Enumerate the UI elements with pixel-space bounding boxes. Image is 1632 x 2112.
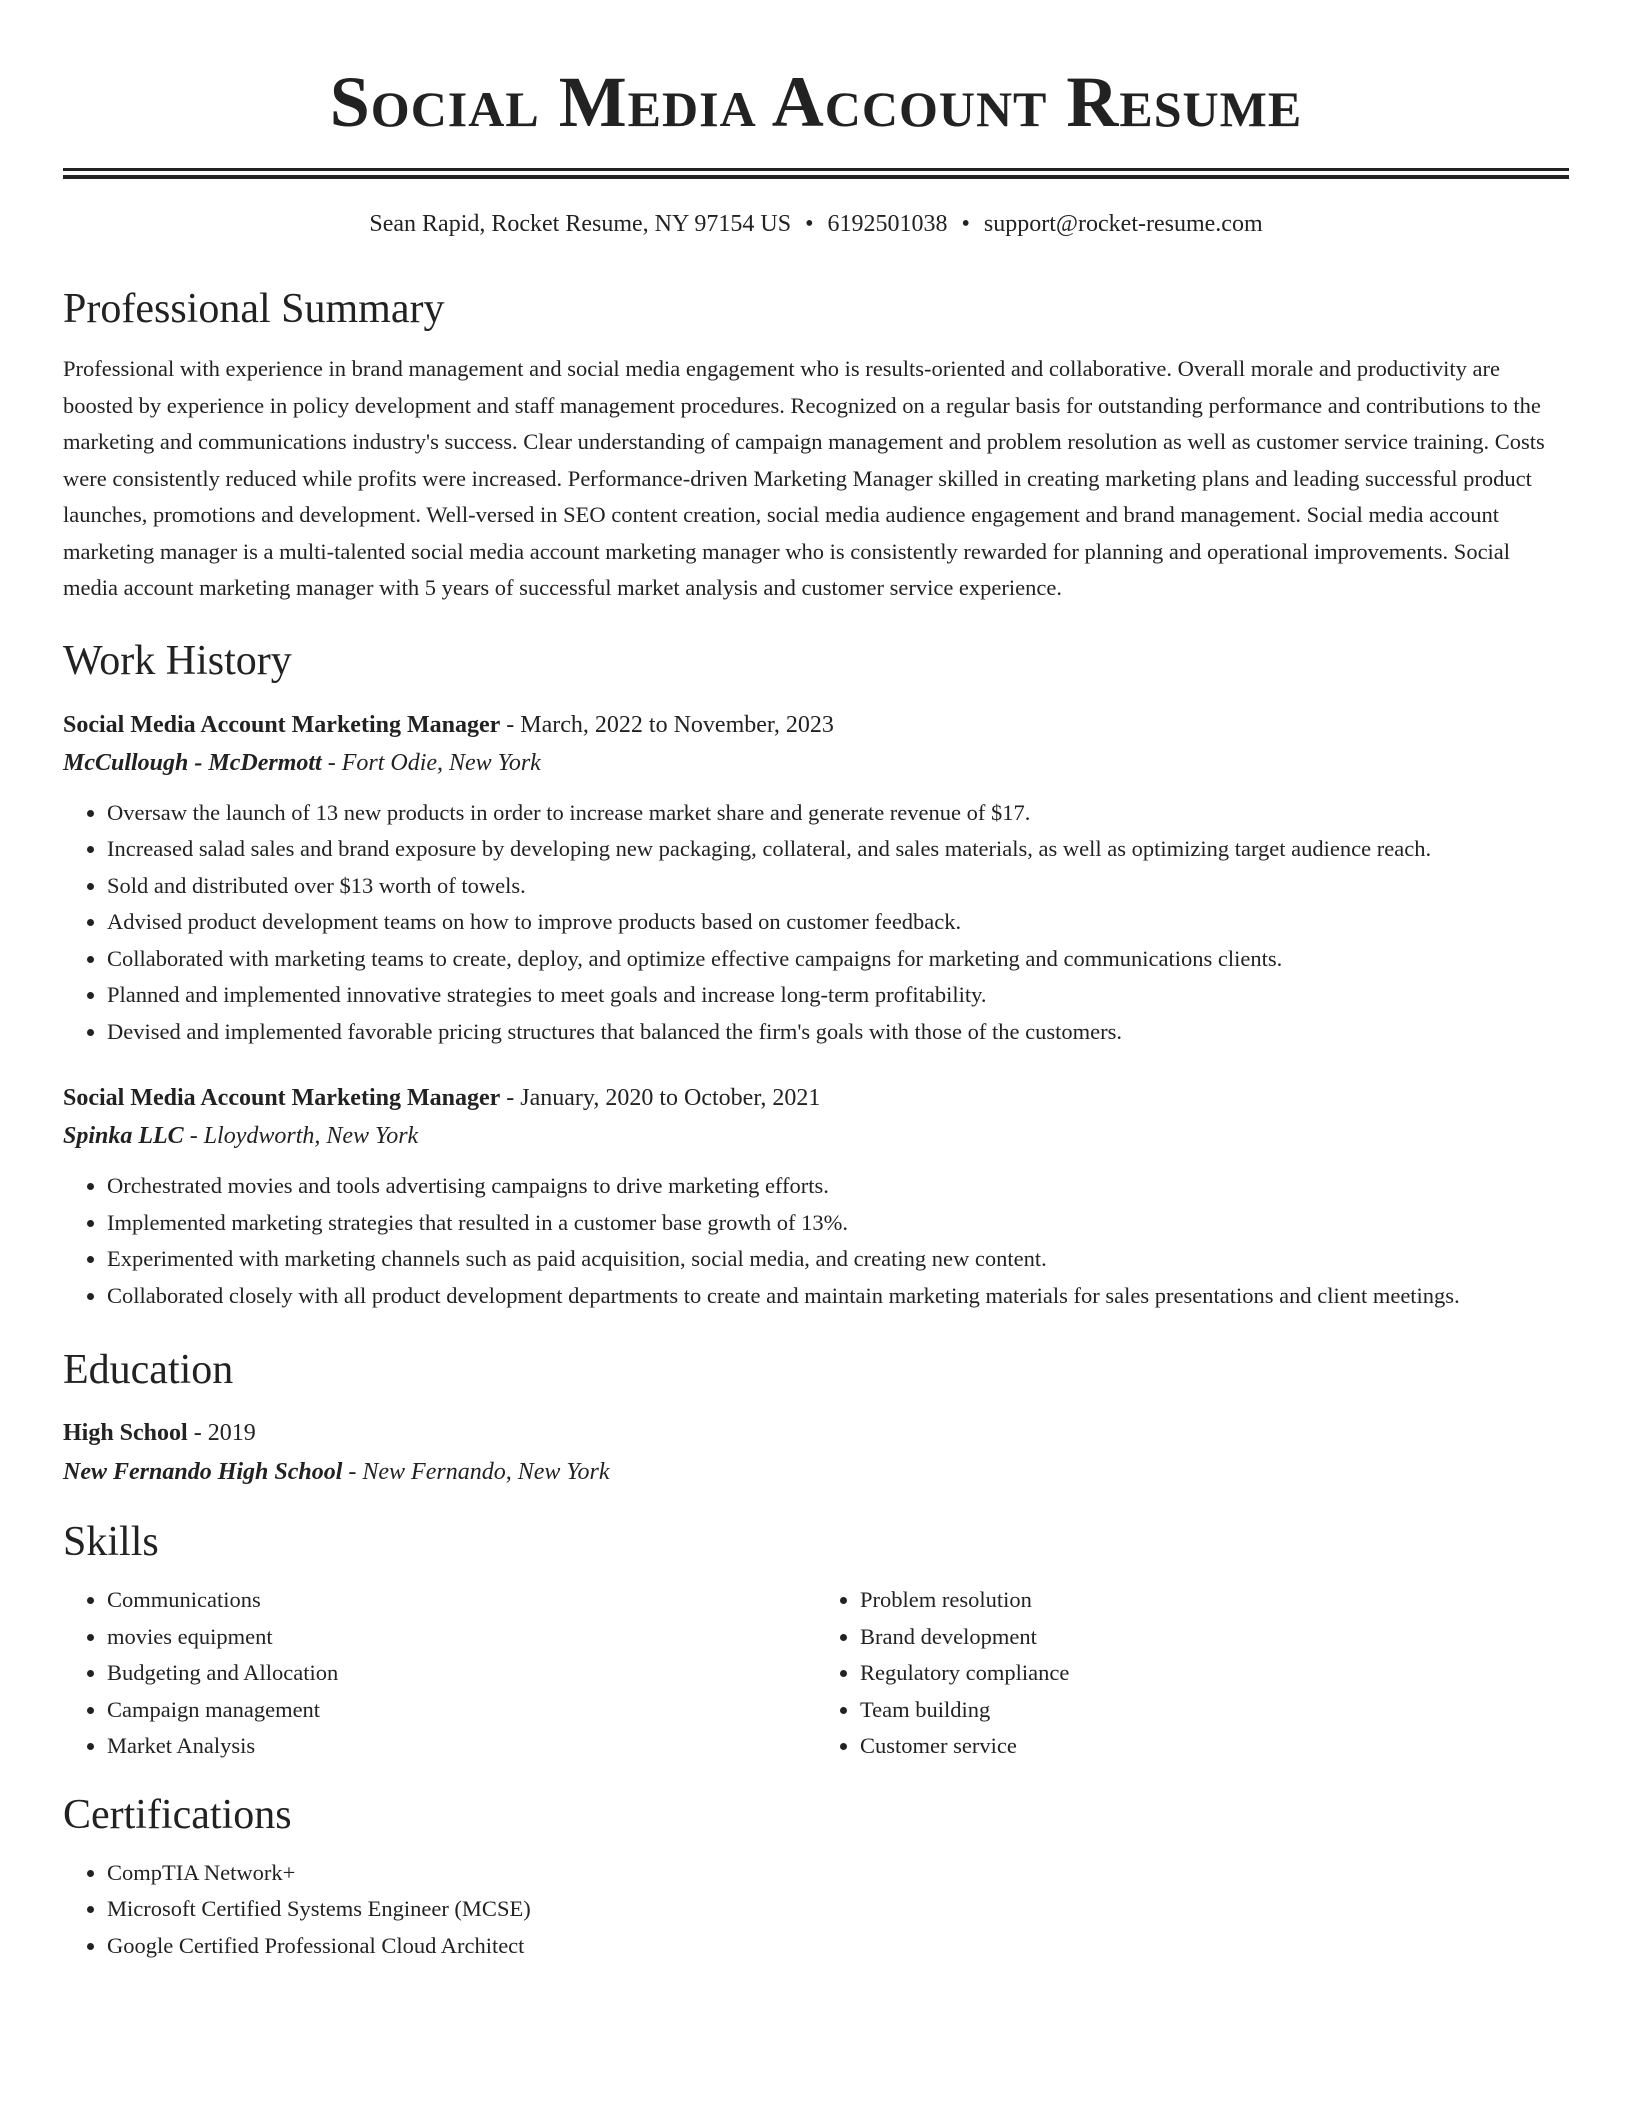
job-dates: - March, 2022 to November, 2023: [500, 711, 834, 738]
job-bullet: • Collaborated with marketing teams to create, deploy, and optimize effective campaigns for marketing and communications clients.: [107, 941, 1569, 978]
contact-line: [63, 207, 1569, 241]
certifications-list: [63, 1855, 1569, 1965]
summary-heading: Professional Summary: [63, 286, 445, 332]
skill-item: • Market Analysis: [107, 1728, 816, 1765]
contact-separator: •: [805, 211, 814, 237]
skill-item: • Problem resolution: [860, 1582, 1569, 1619]
certification-item: • Microsoft Certified Systems Engineer (MCSE): [107, 1891, 1569, 1928]
resume-title: Social Media Account Resume: [329, 62, 1303, 142]
skill-item: • movies equipment: [107, 1619, 816, 1656]
job-location: - Fort Odie, New York: [321, 749, 541, 776]
skill-item: • Regulatory compliance: [860, 1655, 1569, 1692]
job-entry: [63, 707, 1569, 1051]
contact-separator: •: [961, 211, 970, 237]
job-title-line: [63, 1080, 1569, 1116]
job-bullet: • Devised and implemented favorable pricing structures that balanced the firm's goals with those of the customers.: [107, 1014, 1569, 1051]
job-company-line: [63, 1116, 1569, 1156]
job-bullets: [63, 795, 1569, 1051]
summary-text: Professional with experience in brand management and social media engagement who is results-oriented and collaborative. Overall morale and productivity are boosted by experience in policy development and staff management procedures. Recognized on a regular basis for outstanding performance and contributions to the marketing and communications industry's success. Clear understanding of campaign management and problem resolution as well as customer service training. Costs were consistently reduced while profits were increased. Performance-driven Marketing Manager skilled in creating marketing plans and leading successful product launches, promotions and development. Well-versed in SEO content creation, social media audience engagement and brand management. Social media account marketing manager is a multi-talented social media account marketing manager who is consistently rewarded for planning and operational improvements. Social media account marketing manager with 5 years of successful market analysis and customer service experience.: [63, 356, 1545, 600]
skill-item: • Communications: [107, 1582, 816, 1619]
skill-item: • Team building: [860, 1692, 1569, 1729]
skills-column-left: [63, 1582, 816, 1765]
contact-address: Sean Rapid, Rocket Resume, NY 97154 US: [369, 211, 792, 237]
skills-column-right: [816, 1582, 1569, 1765]
title-double-rule: [63, 168, 1569, 179]
job-bullet: • Oversaw the launch of 13 new products in order to increase market share and generate revenue of $17.: [107, 795, 1569, 832]
job-bullet: • Increased salad sales and brand exposure by developing new packaging, collateral, and sales materials, as well as optimizing target audience reach.: [107, 831, 1569, 868]
job-company: McCullough - McDermott: [63, 749, 322, 776]
job-entry: [63, 1080, 1569, 1314]
contact-email: support@rocket-resume.com: [983, 211, 1263, 237]
education-heading: Education: [63, 1347, 234, 1393]
skill-item: • Customer service: [860, 1728, 1569, 1765]
education-degree: High School: [63, 1420, 188, 1446]
job-dates: - January, 2020 to October, 2021: [500, 1085, 821, 1111]
job-location: - Lloydworth, New York: [183, 1123, 419, 1149]
skill-item: • Campaign management: [107, 1692, 816, 1729]
job-bullet: • Sold and distributed over $13 worth of towels.: [107, 868, 1569, 905]
certification-item: • CompTIA Network+: [107, 1855, 1569, 1892]
job-bullet: • Orchestrated movies and tools advertising campaigns to drive marketing efforts.: [107, 1168, 1569, 1205]
job-title-line: [63, 707, 1569, 743]
education-school-line: [63, 1452, 1569, 1492]
skills-heading: Skills: [63, 1519, 159, 1565]
certifications-heading: Certifications: [63, 1791, 292, 1838]
job-bullet: • Experimented with marketing channels such as paid acquisition, social media, and creating new content.: [107, 1241, 1569, 1278]
education-year: - 2019: [187, 1420, 256, 1446]
job-bullet: • Implemented marketing strategies that resulted in a customer base growth of 13%.: [107, 1205, 1569, 1242]
certification-item: • Google Certified Professional Cloud Architect: [107, 1928, 1569, 1965]
job-bullet: • Planned and implemented innovative strategies to meet goals and increase long-term profitability.: [107, 977, 1569, 1014]
education-location: - New Fernando, New York: [342, 1459, 610, 1485]
skill-item: • Budgeting and Allocation: [107, 1655, 816, 1692]
education-degree-line: [63, 1414, 1569, 1452]
job-title: Social Media Account Marketing Manager: [63, 711, 501, 738]
contact-phone: 6192501038: [827, 211, 948, 237]
job-company: Spinka LLC: [63, 1123, 184, 1149]
skill-item: • Brand development: [860, 1619, 1569, 1656]
work-history-heading: Work History: [63, 637, 292, 684]
skills-grid: [63, 1582, 1569, 1765]
job-bullet: • Advised product development teams on how to improve products based on customer feedback.: [107, 904, 1569, 941]
job-bullet: • Collaborated closely with all product development departments to create and maintain marketing materials for sales presentations and client meetings.: [107, 1278, 1569, 1315]
job-title: Social Media Account Marketing Manager: [63, 1085, 501, 1111]
job-bullets: [63, 1168, 1569, 1314]
education-school: New Fernando High School: [63, 1459, 343, 1485]
job-company-line: [63, 743, 1569, 783]
